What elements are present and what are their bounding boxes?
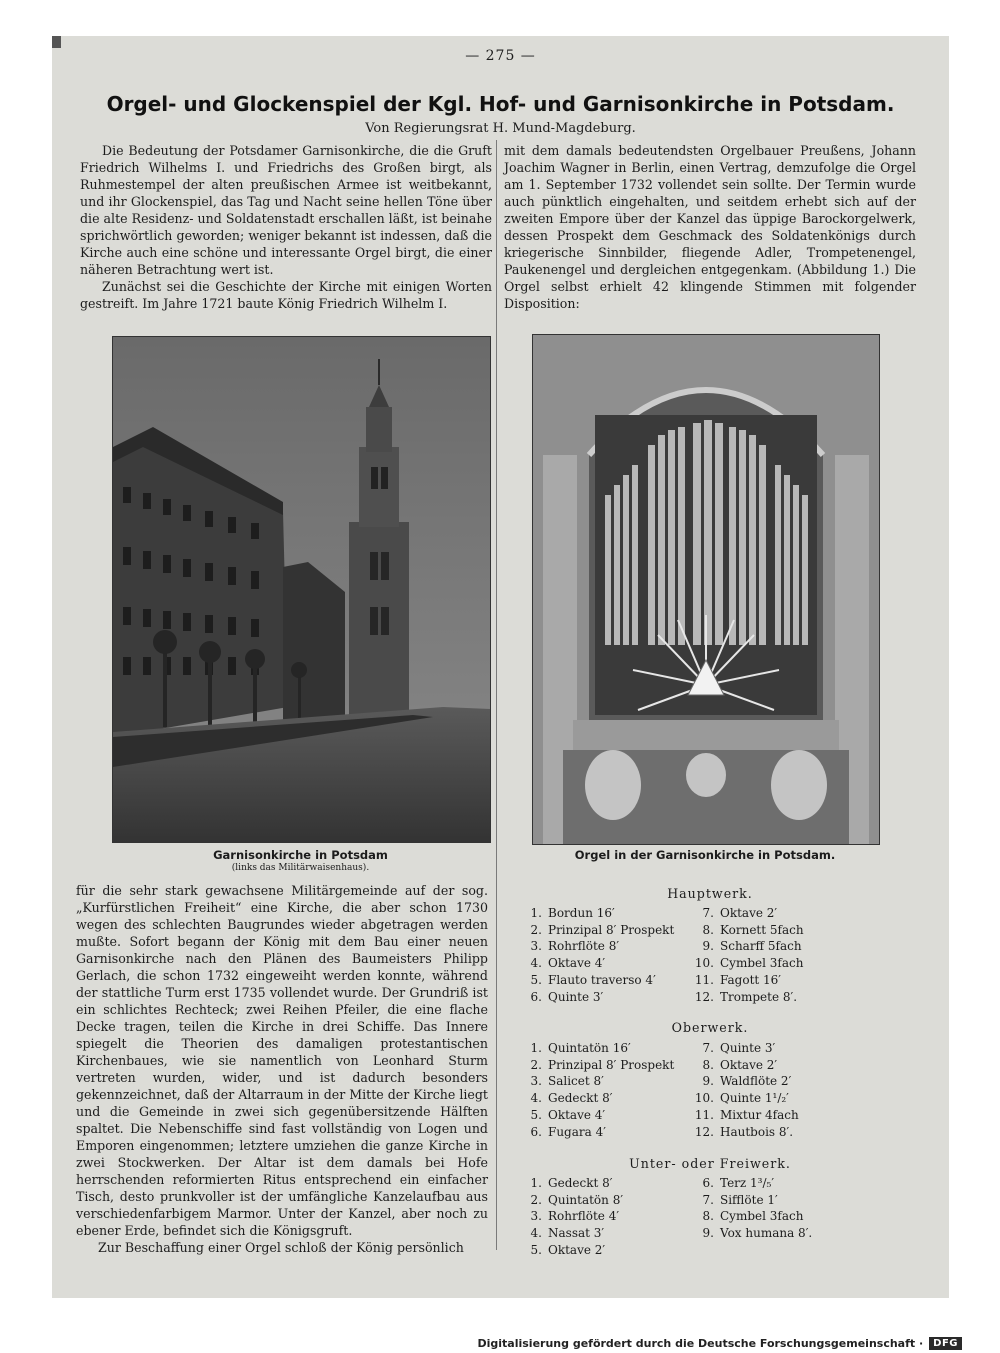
organ-photo-caption: Orgel in der Garnisonkirche in Potsdam. [574,848,836,862]
stop-item: 1. Bordun 16′ [530,906,615,920]
digitization-footer [477,1337,962,1350]
stop-item: 9. Vox humana 8′. [702,1226,813,1241]
stop-item: 7. Quinte 3′ [702,1041,776,1055]
stop-item: 3. Rohrflöte 8′ [530,939,620,954]
stop-item: 3. Salicet 8′ [530,1074,604,1089]
stop-item: 1. Gedeckt 8′ [530,1176,613,1190]
stop-item: 11. Mixtur 4fach [694,1107,799,1122]
stop-item: 5. Oktave 2′ [530,1242,606,1257]
column-divider [496,140,497,1250]
stop-item: 4. Gedeckt 8′ [530,1091,613,1106]
stop-item: 12. Trompete 8′. [694,989,798,1004]
unterwerk-heading: Unter- oder Freiwerk. [629,1156,791,1171]
stop-item: 8. Oktave 2′ [702,1057,778,1072]
stop-item: 2. Quintatön 8′ [530,1192,624,1207]
oberwerk-stops-right [692,1040,799,1140]
left-column-intro [80,142,492,312]
paragraph: Die Bedeutung der Potsdamer Garnisonkirche, die die Gruft Friedrich Wilhelms I. und Friedrichs des Großen birgt, als Ruhmestempel der alten preußischen Armee ist weitbekannt, und ihr Glockenspiel, das Tag und Nacht seine hellen Töne über die alte Residenz- und Soldatenstadt erschallen läßt, ist beinahe sprichwörtlich geworden; weniger bekannt ist indessen, daß die Kirche auch eine schöne und interessante Orgel birgt, die einer näheren Betrachtung wert ist. [80,143,492,277]
paragraph: Zunächst sei die Geschichte der Kirche mit einigen Worten gestreift. Im Jahre 1721 baute König Friedrich Wilhelm I. [80,279,492,311]
oberwerk-heading: Oberwerk. [671,1020,749,1035]
unterwerk-stops-right [692,1175,812,1242]
stop-item: 6. Terz 1³/₅′ [702,1176,775,1190]
page-number: — 275 — [465,48,536,64]
article-title: Orgel- und Glockenspiel der Kgl. Hof- und Garnisonkirche in Potsdam. [106,92,895,116]
stop-item: 5. Oktave 4′ [530,1107,606,1122]
organ-photo [532,334,880,845]
stop-item: 6. Fugara 4′ [530,1124,606,1139]
stop-item: 4. Oktave 4′ [530,956,606,971]
scanned-page [52,36,949,1298]
stop-item: 2. Prinzipal 8′ Prospekt [530,922,675,937]
oberwerk-stops-left [520,1040,674,1140]
stop-item: 3. Rohrflöte 4′ [530,1209,620,1224]
church-photo-caption: Garnisonkirche in Potsdam [213,848,388,862]
stop-item: 12. Hautbois 8′. [694,1124,794,1139]
stop-item: 7. Sifflöte 1′ [702,1192,778,1207]
stop-item: 6. Quinte 3′ [530,989,604,1004]
scan-corner-mark [52,36,61,48]
right-column-intro [504,142,916,312]
stop-item: 7. Oktave 2′ [702,906,778,920]
stop-item: 10. Cymbel 3fach [694,956,804,971]
left-column-continuation [76,882,488,1256]
hauptwerk-stops-right [692,905,804,1005]
stop-item: 11. Fagott 16′ [694,972,782,987]
dfg-logo: DFG [929,1337,962,1350]
church-photo-subcaption: (links das Militärwaisenhaus). [231,863,370,873]
unterwerk-stops-left [520,1175,623,1259]
hauptwerk-stops-left [520,905,674,1005]
byline: Von Regierungsrat H. Mund-Magdeburg. [365,121,636,136]
stop-item: 2. Prinzipal 8′ Prospekt [530,1057,675,1072]
hauptwerk-heading: Hauptwerk. [667,886,753,901]
paragraph: für die sehr stark gewachsene Militärgemeinde auf der sog. „Kurfürstlichen Freiheit“ eine Kirche, die aber schon 1730 wegen des schlechten Baugrundes wieder abgetragen werden mußte. Sofort begann der König mit dem Bau einer neuen Garnisonkirche nach den Plänen des Baumeisters Philipp Gerlach, die schon 1732 eingeweiht werden konnte, während der stattliche Turm erst 1735 vollendet wurde. Der Grundriß ist ein schlichtes Rechteck; zwei Reihen Pfeiler, die eine flache Decke tragen, teilen die Kirche in drei Schiffe. Das Innere spiegelt die Theorien des damaligen protestantischen Kirchenbaues, wie sie namentlich von Leonhard Sturm vertreten wurden, wider, und ist dadurch besonders gekennzeichnet, daß der Altarraum in der Mitte der Kirche liegt und die Gemeinde in zwei sich gegenübersitzende Hälften spaltet. Die Nebenschiffe sind fast vollständig von Logen und Emporen eingenommen; letztere umziehen die ganze Kirche in zwei Stockwerken. Der Altar ist dem damals bei Hofe herrschenden reformierten Ritus entsprechend ein einfacher Tisch, desto prunkvoller ist der umfängliche Kanzelaufbau aus verschiedenfarbigem Marmor. Unter der Kanzel, aber noch zu ebener Erde, befindet sich die Königsgruft. [76,883,488,1238]
paragraph: Zur Beschaffung einer Orgel schloß der König persönlich [98,1240,464,1255]
stop-item: 9. Scharff 5fach [702,939,802,954]
stop-item: 9. Waldflöte 2′ [702,1074,792,1089]
stop-item: 8. Kornett 5fach [702,922,804,937]
stop-item: 5. Flauto traverso 4′ [530,972,656,987]
stop-item: 8. Cymbel 3fach [702,1209,804,1224]
paragraph: mit dem damals bedeutendsten Orgelbauer Preußens, Johann Joachim Wagner in Berlin, einen Vertrag, demzufolge die Orgel am 1. September 1732 vollendet sein sollte. Der Termin wurde auch pünktlich eingehalten, und seitdem erhebt sich auf der zweiten Empore über der Kanzel das üppige Barockorgelwerk, dessen Prospekt dem Geschmack des Soldatenkönigs durch kriegerische Sinnbilder, fliegende Adler, Trompetenengel, Paukenengel und dergleichen entgegenkam. (Abbildung 1.) Die Orgel selbst erhielt 42 klingende Stimmen mit folgender Disposition: [504,143,916,311]
stop-item: 10. Quinte 1¹/₂′ [694,1091,789,1106]
stop-item: 1. Quintatön 16′ [530,1041,631,1055]
church-photo [112,336,491,843]
footer-credit: Digitalisierung gefördert durch die Deutsche Forschungsgemeinschaft · [477,1337,924,1350]
stop-item: 4. Nassat 3′ [530,1226,605,1241]
